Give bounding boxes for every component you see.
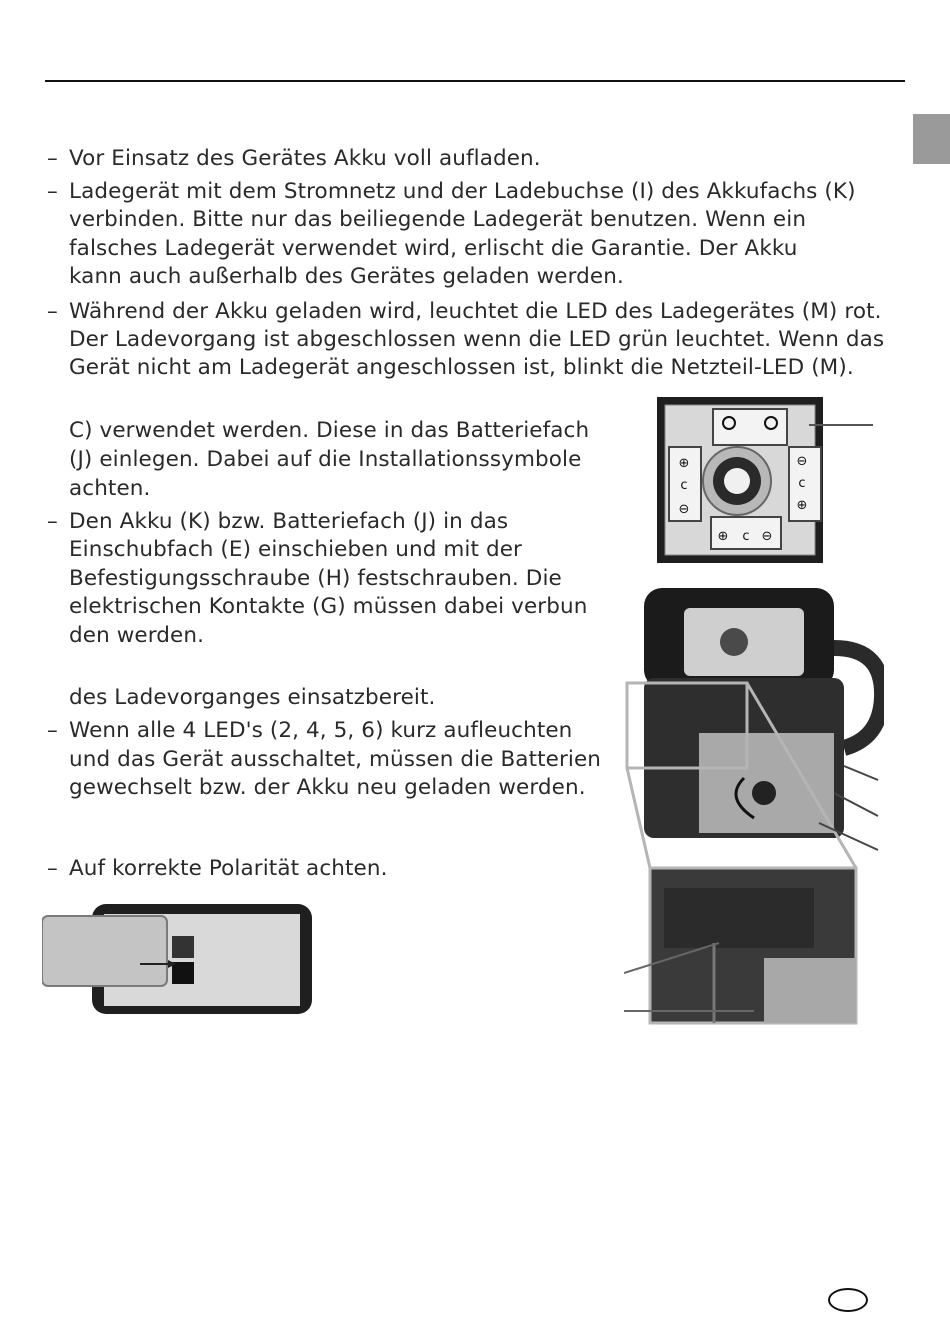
bullet-text: Wenn alle 4 LED's (2, 4, 5, 6) kurz aufleuchten — [69, 718, 573, 743]
bullet-dash: – — [47, 509, 58, 534]
language-tab — [913, 114, 950, 164]
svg-text:⊖: ⊖ — [796, 454, 808, 469]
paragraph-text: C) verwendet werden. Diese in das Batteriefach — [69, 418, 590, 443]
bullet-text: Gerät nicht am Ladegerät angeschlossen ist, blinkt die Netzteil-LED (M). — [69, 355, 854, 380]
bullet-text: und das Gerät ausschaltet, müssen die Batterien — [69, 747, 602, 772]
svg-text:⊕: ⊕ — [678, 456, 690, 471]
bullet-text: Vor Einsatz des Gerätes Akku voll aufladen. — [69, 146, 541, 171]
battery-compartment-image — [657, 397, 875, 563]
bullet-text: Den Akku (K) bzw. Batteriefach (J) in das — [69, 509, 509, 534]
bullet-text: Auf korrekte Polarität achten. — [69, 856, 388, 881]
paragraph-text: des Ladevorganges einsatzbereit. — [69, 685, 436, 710]
svg-text:⊖: ⊖ — [678, 502, 690, 517]
svg-text:c: c — [680, 478, 688, 493]
bullet-dash: – — [47, 856, 58, 881]
bullet-text: den werden. — [69, 623, 205, 648]
bullet-text: Der Ladevorgang ist abgeschlossen wenn die LED grün leuchtet. Wenn das — [69, 327, 885, 352]
bullet-text: Während der Akku geladen wird, leuchtet die LED des Ladegerätes (M) rot. — [69, 299, 882, 324]
svg-text:c: c — [742, 529, 750, 544]
bullet-dash: – — [47, 299, 58, 324]
bullet-text: elektrischen Kontakte (G) müssen dabei verbun — [69, 594, 588, 619]
bullet-text: kann auch außerhalb des Gerätes geladen werden. — [69, 264, 624, 289]
svg-text:c: c — [798, 476, 806, 491]
paragraph-text: (J) einlegen. Dabei auf die Installationssymbole — [69, 447, 582, 472]
header-rule — [45, 80, 905, 82]
bullet-text: Befestigungsschraube (H) festschrauben. Die — [69, 566, 562, 591]
device-battery-insert-image — [624, 588, 884, 1028]
bullet-dash: – — [47, 146, 58, 171]
bullet-text: Einschubfach (E) einschieben und mit der — [69, 537, 522, 562]
paragraph-text: achten. — [69, 476, 151, 501]
svg-text:⊕: ⊕ — [796, 498, 808, 513]
language-badge — [828, 1288, 868, 1312]
bullet-dash: – — [47, 179, 58, 204]
bullet-text: falsches Ladegerät verwendet wird, erlischt die Garantie. Der Akku — [69, 236, 798, 261]
svg-text:⊖: ⊖ — [761, 529, 773, 544]
bullet-dash: – — [47, 718, 58, 743]
bullet-text: verbinden. Bitte nur das beiliegende Ladegerät benutzen. Wenn ein — [69, 207, 807, 232]
svg-text:⊕: ⊕ — [717, 529, 729, 544]
battery-polarity-image — [42, 876, 320, 1026]
bullet-text: gewechselt bzw. der Akku neu geladen werden. — [69, 775, 586, 800]
bullet-text: Ladegerät mit dem Stromnetz und der Ladebuchse (I) des Akkufachs (K) — [69, 179, 856, 204]
